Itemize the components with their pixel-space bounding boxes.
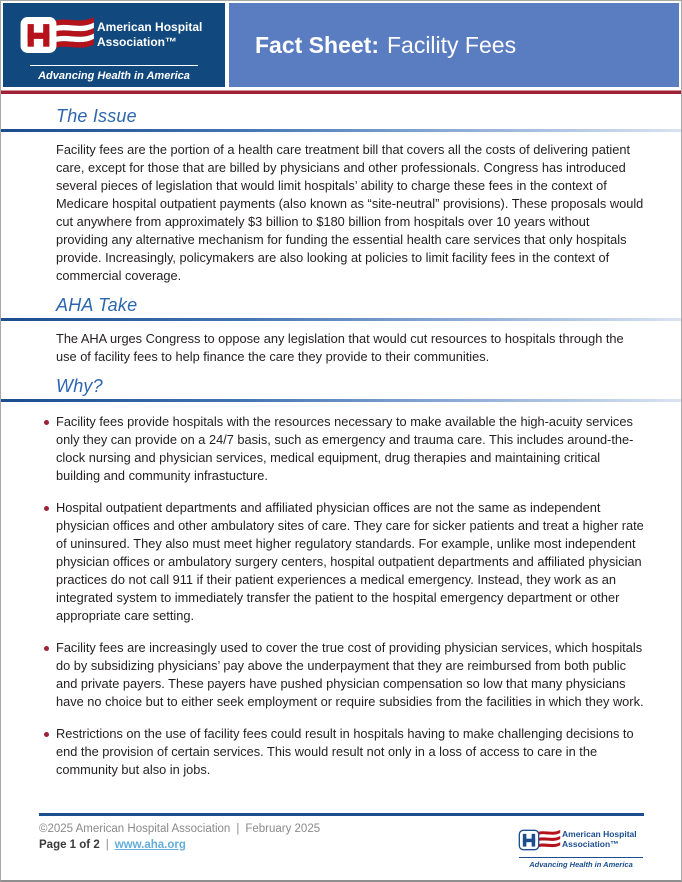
aha-take-paragraph: The AHA urges Congress to oppose any legislation that would cut resources to hospitals through the use of facility fees to help finance the care they provide to their communities. bbox=[56, 331, 624, 364]
bullet-text: Facility fees are increasingly used to cover the true cost of providing physician services, which hospitals do by subsidizing physicians’ pay above the underpayment that they are reimbursed from both public and private payers. These payers have pushed physician compensation so low that many physicians have no choice but to either seek employment or require subsidies from the facilities in which they work. bbox=[56, 640, 644, 709]
bullet-icon bbox=[44, 732, 49, 737]
heading-rule bbox=[1, 129, 681, 132]
logo-divider bbox=[30, 65, 198, 66]
section-heading-issue: The Issue bbox=[56, 106, 137, 126]
doc-title: Facility Fees bbox=[386, 31, 517, 58]
why-bullet-list bbox=[1, 413, 681, 779]
bullet-icon bbox=[44, 646, 49, 651]
section-the-issue bbox=[1, 106, 681, 285]
logo-divider bbox=[519, 857, 643, 858]
aha-website-link[interactable]: www.aha.org bbox=[114, 839, 186, 851]
footer-divider-rule bbox=[39, 813, 644, 816]
bullet-text: Facility fees provide hospitals with the resources necessary to make available the high-acuity services only they can provide on a 24/7 basis, such as emergency and trauma care. This includes around-the-clock nursing and physician services, medical equipment, drug therapies and maintaining critical building and community infrastucture. bbox=[56, 414, 634, 483]
bullet-text: Restrictions on the use of facility fees could result in hospitals having to make challenging decisions to end the provision of certain services. This would result not only in a loss of access to care in the community but also in jobs. bbox=[56, 726, 634, 777]
aha-h-flag-icon bbox=[19, 9, 97, 61]
list-item bbox=[1, 499, 681, 625]
bullet-icon bbox=[44, 506, 49, 511]
footer-date: February 2025 bbox=[245, 823, 321, 835]
aha-org-name: American Hospital Association™ bbox=[97, 20, 203, 49]
aha-tagline: Advancing Health in America bbox=[529, 860, 633, 869]
section-aha-take bbox=[1, 295, 681, 366]
footer bbox=[1, 813, 681, 880]
list-item bbox=[1, 413, 681, 485]
header bbox=[3, 3, 679, 87]
section-heading-aha-take: AHA Take bbox=[56, 295, 138, 315]
bullet-text: Hospital outpatient departments and affiliated physician offices are not the same as independent physician offices and other ambulatory sites of care. They care for sicker patients and treat a higher rate of uninsured. They also must meet higher regulatory standards. For example, unlike most independent physician offices or ambulatory surgery centers, hospital outpatient departments and affiliated physician practices do not call 911 if their patient experiences a medical emergency. Instead, they work as an integrated system to immediately transfer the patient to the hospital emergency department or other appropriate care setting. bbox=[56, 500, 644, 623]
issue-paragraph: Facility fees are the portion of a health care treatment bill that covers all the costs of delivering patient care, except for those that are billed by physicians and other professionals. Congress has introduced several pieces of legislation that would limit hospitals’ ability to charge these fees in the context of Medicare hospital outpatient payments (also known as “site-neutral” provisions). These proposals would cut anywhere from approximately $3 billion to $180 billion from hospitals over 10 years without providing any alternative mechanism for funding the essential health care services that only hospitals provide. Increasingly, policymakers are also looking at policies to limit facility fees in the context of commercial coverage. bbox=[56, 142, 644, 283]
heading-rule bbox=[1, 318, 681, 321]
footer-separator: | bbox=[236, 823, 240, 835]
aha-logo-header bbox=[3, 3, 225, 87]
section-heading-why: Why? bbox=[56, 376, 103, 396]
section-why bbox=[1, 376, 681, 779]
aha-org-name: American Hospital Association™ bbox=[562, 829, 637, 849]
aha-h-flag-icon bbox=[518, 825, 562, 855]
aha-tagline: Advancing Health in America bbox=[38, 69, 190, 82]
page-number: Page 1 of 2 bbox=[39, 839, 100, 851]
list-item bbox=[1, 725, 681, 779]
title-banner bbox=[229, 3, 679, 87]
footer-separator: | bbox=[105, 839, 109, 851]
footer-text-block bbox=[39, 823, 320, 851]
aha-logo-footer bbox=[518, 825, 644, 869]
bullet-icon bbox=[44, 420, 49, 425]
heading-rule bbox=[1, 399, 681, 402]
list-item bbox=[1, 639, 681, 711]
footer-copyright: ©2025 American Hospital Association bbox=[39, 823, 231, 835]
doc-type-label: Fact Sheet: bbox=[255, 31, 379, 58]
document-body bbox=[1, 94, 681, 779]
